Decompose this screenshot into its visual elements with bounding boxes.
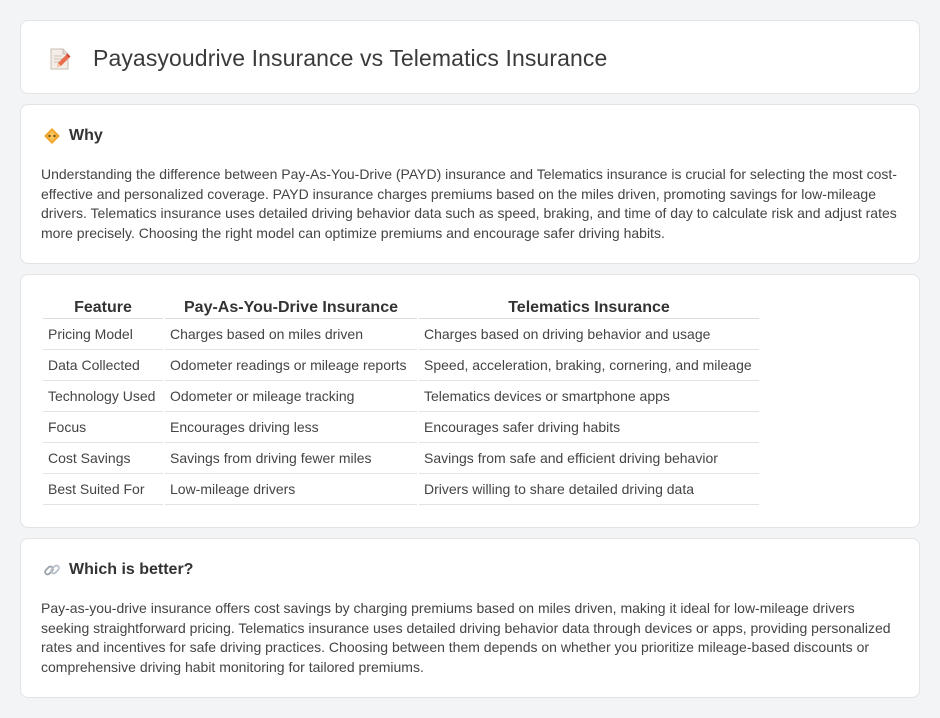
diamond-icon [43, 127, 61, 145]
why-body: Understanding the difference between Pay-As-You-Drive (PAYD) insurance and Telematics insurance is crucial for selecting the most cost-effective and personalized coverage. PAYD insurance charges premiums based on the miles driven, promoting savings for low-mileage drivers. Telematics insurance uses detailed driving behavior data such as speed, braking, and time of day to calculate risk and adjust rates more precisely. Choosing the right model can optimize premiums and encourage safer driving habits. [41, 166, 897, 241]
table-cell: Savings from driving fewer miles [165, 443, 417, 474]
table-cell: Data Collected [43, 350, 163, 381]
table-cell: Best Suited For [43, 474, 163, 505]
better-body: Pay-as-you-drive insurance offers cost savings by charging premiums based on miles driven, making it ideal for low-mileage drivers seeking straightforward pricing. Telematics insurance uses detailed driving behavior data through devices or apps, providing personalized rates and incentives for safe driving practices. Choosing between them depends on whether you prioritize mileage-based discounts or comprehensive driving habit monitoring for tailored premiums. [41, 600, 891, 675]
table-row [43, 474, 759, 505]
table-cell: Technology Used [43, 381, 163, 412]
better-heading-row [43, 561, 193, 579]
table-cell: Telematics devices or smartphone apps [419, 381, 759, 412]
table-cell: Low-mileage drivers [165, 474, 417, 505]
comparison-table-card [20, 274, 920, 528]
comparison-table [41, 295, 761, 505]
why-title: Why [69, 127, 103, 144]
column-header-telematics: Telematics Insurance [419, 295, 759, 319]
table-row [43, 319, 759, 350]
table-row [43, 350, 759, 381]
table-header-row [43, 295, 759, 319]
table-cell: Encourages driving less [165, 412, 417, 443]
table-cell: Speed, acceleration, braking, cornering, and mileage [419, 350, 759, 381]
table-cell: Pricing Model [43, 319, 163, 350]
table-cell: Drivers willing to share detailed driving data [419, 474, 759, 505]
better-title: Which is better? [69, 561, 194, 578]
table-cell: Charges based on miles driven [165, 319, 417, 350]
table-row [43, 381, 759, 412]
header-card [20, 20, 920, 94]
why-section [20, 104, 920, 264]
table-cell: Charges based on driving behavior and usage [419, 319, 759, 350]
page-title: Payasyoudrive Insurance vs Telematics Insurance [93, 45, 608, 71]
link-icon [43, 561, 61, 579]
table-cell: Savings from safe and efficient driving behavior [419, 443, 759, 474]
page-title-row [47, 45, 607, 72]
table-cell: Odometer readings or mileage reports [165, 350, 417, 381]
table-cell: Odometer or mileage tracking [165, 381, 417, 412]
why-heading-row [43, 127, 103, 145]
which-is-better-section [20, 538, 920, 698]
column-header-payd: Pay-As-You-Drive Insurance [165, 295, 417, 319]
table-cell: Cost Savings [43, 443, 163, 474]
table-cell: Focus [43, 412, 163, 443]
table-cell: Encourages safer driving habits [419, 412, 759, 443]
column-header-feature: Feature [43, 295, 163, 319]
document-pencil-icon [47, 46, 73, 72]
table-row [43, 443, 759, 474]
table-row [43, 412, 759, 443]
